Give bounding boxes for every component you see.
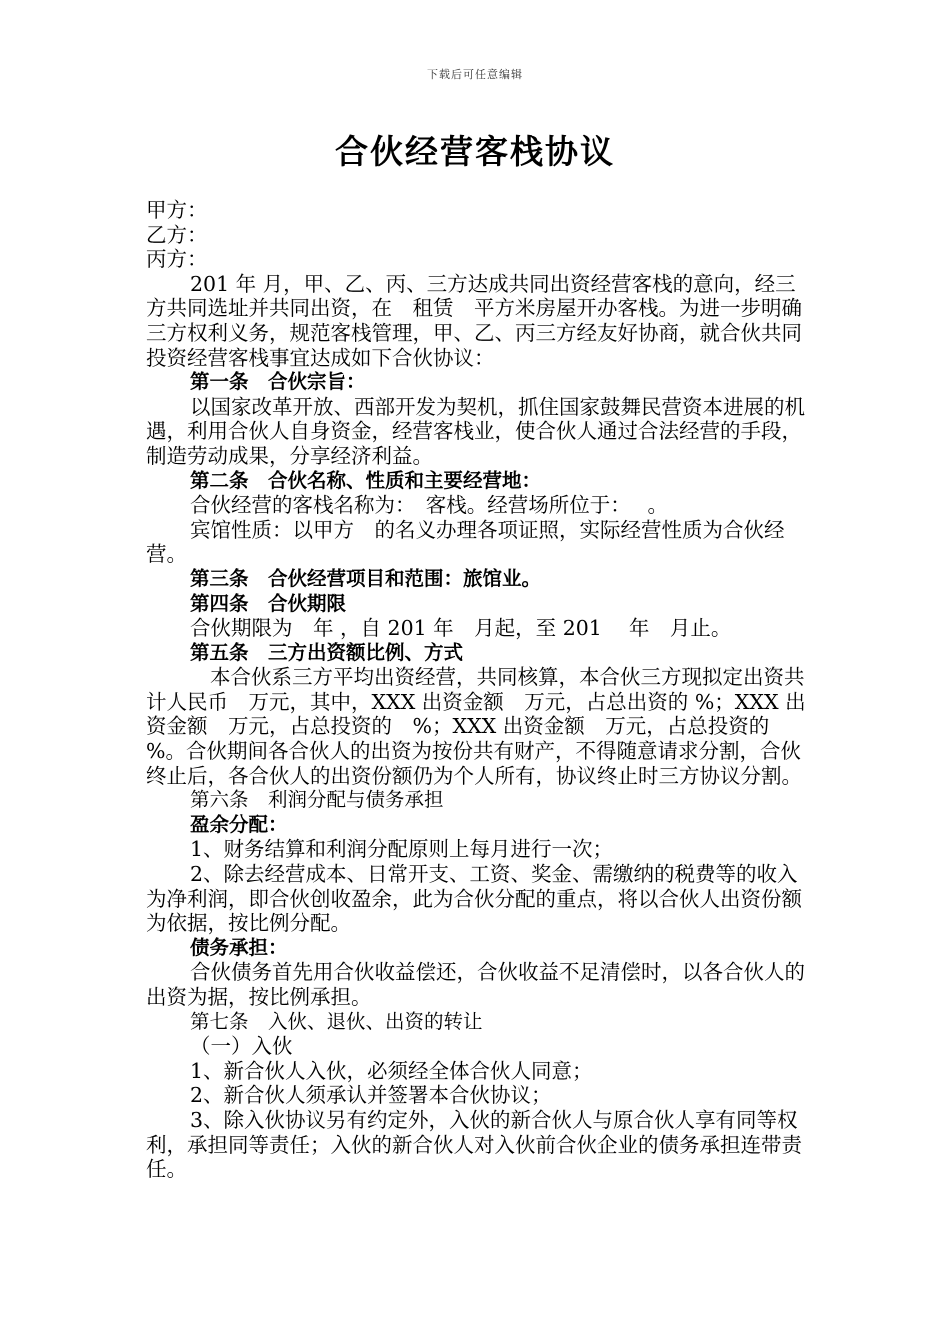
admission-item-1: 1、新合伙人入伙，必须经全体合伙人同意； [190,1058,593,1083]
party-b-line: 乙方： [146,222,208,247]
debt-subheading: 债务承担： [190,935,288,959]
article-2-nature-line: 宾馆性质：以甲方 的名义办理各项证照，实际经营性质为合伙经营。 [146,517,785,567]
party-a-line: 甲方： [146,198,208,222]
admission-item-3: 3、除入伙协议另有约定外，入伙的新合伙人与原合伙人享有同等权利，承担同等责任；入伙的新合伙人对入伙前合伙企业的债务承担连带责任。 [146,1107,802,1182]
article-3-heading: 第三条 合伙经营项目和范围：旅馆业。 [190,566,542,590]
preamble-paragraph: 201 年 月，甲、乙、丙、三方达成共同出资经营客栈的意向，经三方共同选址并共同出资，在 租赁 平方米房屋开办客栈。为进一步明确三方权利义务，规范客栈管理，甲、乙、丙三方经友好协商，就合伙共同投资经营客栈事宜达成如下合伙协议： [146,271,802,370]
admission-subheading: （一）入伙 [190,1034,293,1059]
article-7-heading: 第七条 入伙、退伙、出资的转让 [190,1009,483,1033]
article-2-name-line: 合伙经营的客栈名称为： 客栈。经营场所位于： 。 [190,493,669,518]
debt-body: 合伙债务首先用合伙收益偿还，合伙收益不足清偿时，以各合伙人的出资为据，按比例承担。 [146,960,805,1009]
article-1-heading: 第一条 合伙宗旨： [190,370,366,394]
profit-item-2: 2、除去经营成本、日常开支、工资、奖金、需缴纳的税费等的收入为净利润，即合伙创收盈余，此为合伙分配的重点，将以合伙人出资份额为依据，按比例分配。 [146,862,802,936]
article-4-body: 合伙期限为 年 ，自 201 年 月起，至 201 年 月止。 [190,616,732,641]
admission-item-2: 2、新合伙人须承认并签署本合伙协议； [190,1083,552,1108]
article-6-heading: 第六条 利润分配与债务承担 [190,788,444,812]
profit-distribution-subheading: 盈余分配： [190,812,288,836]
document-body [146,198,808,1182]
page-header-note: 下载后可任意编辑 [427,68,523,81]
article-5-heading: 第五条 三方出资额比例、方式 [190,640,464,664]
article-4-heading: 第四条 合伙期限 [190,591,347,615]
article-2-heading: 第二条 合伙名称、性质和主要经营地： [190,468,542,492]
article-5-body: 本合伙系三方平均出资经营，共同核算，本合伙三方现拟定出资共计人民币 万元，其中，XXX 出资金额 万元，占总出资的 %；XXX 出资金额 万元，占总投资的 %；XXX 出资金额 万元，占总投资的 %。合伙期间各合伙人的出资为按份共有财产，不得随意请求分割，合伙终止后，各合伙人的出资份额仍为个人所有，协议终止时三方协议分割。 [146,665,806,788]
party-c-line: 丙方： [146,247,208,272]
document-title: 合伙经营客栈协议 [335,132,615,171]
profit-item-1: 1、财务结算和利润分配原则上每月进行一次； [190,837,614,862]
article-1-body: 以国家改革开放、西部开发为契机，抓住国家鼓舞民营资本进展的机遇，利用合伙人自身资金，经营客栈业，使合伙人通过合法经营的手段，制造劳动成果，分享经济利益。 [146,394,805,468]
